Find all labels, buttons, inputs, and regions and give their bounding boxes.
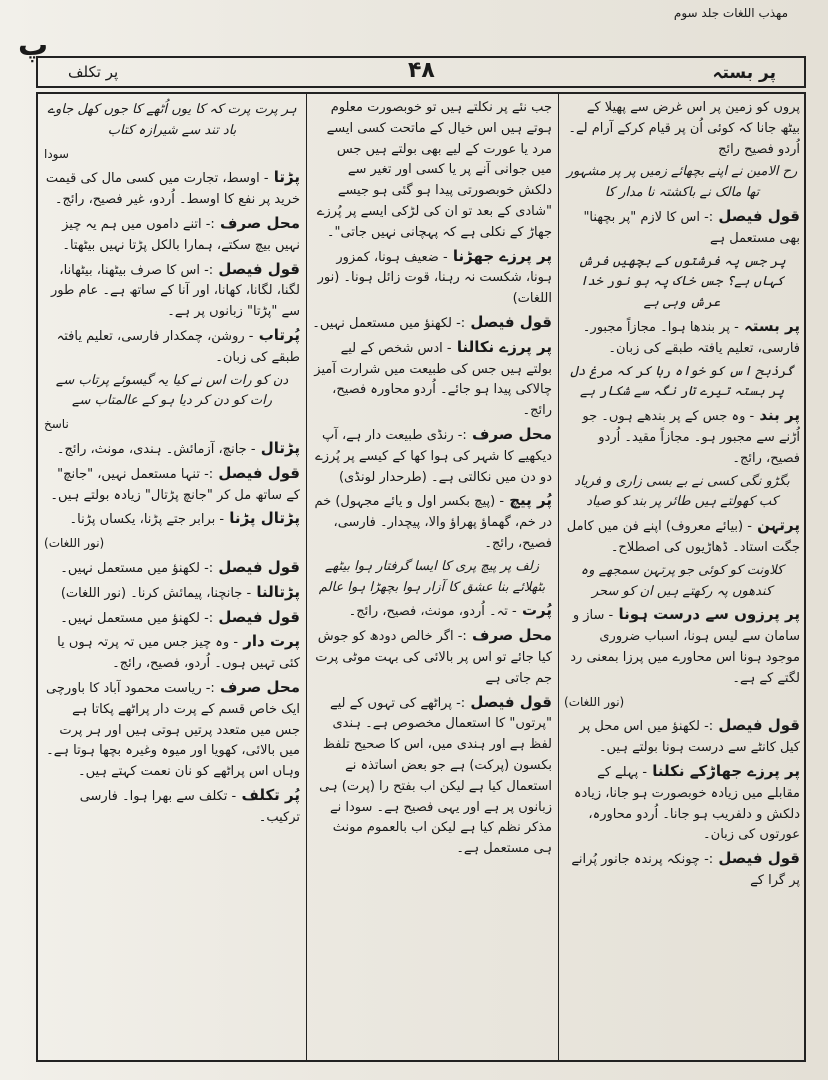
entry-definition: :- اس کا صرف بیٹھنا، بیٹھانا، لگنا، لگانا، کھانا، اور آنا کے ساتھ ہے۔ عام طور سے "پڑتا" زبانوں پر ہے۔ (50, 262, 300, 320)
entry-headword: قول فیصل (713, 849, 800, 868)
entry-headword: قول فیصل (213, 607, 300, 626)
dictionary-entry (564, 316, 800, 360)
dictionary-entry (312, 600, 552, 623)
verse: گرذبح اس کو خواہ رہا کر کہ مرغ دل پر بستہ تیرے تار نگہ سے شکار ہے (570, 363, 794, 400)
entry-headword: محل صرف (214, 677, 300, 696)
dictionary-entry (564, 604, 800, 689)
entry-definition: جب نئے پر نکلتے ہیں تو خوبصورت معلوم ہوتے ہیں اس خیال کے ماتحت کسی ایسے مرد یا عورت کے لیے بھی بولتے ہیں جس میں جوانی آنے پر یا کسی اور تغیر سے دلکش خوبصورتی پیدا ہو گئی ہو جیسے "شادی کے بعد تو ان کی لڑکی ایسے پر پُرزے جھاڑ کے نکلی ہے کہ پہچانی نہیں جاتی"۔ (316, 100, 552, 240)
dictionary-entry (312, 424, 552, 488)
entry-headword: قول فیصل (213, 463, 300, 482)
dictionary-entry (44, 259, 300, 323)
source-citation: ناسخ (44, 417, 69, 432)
dictionary-entry (44, 463, 300, 507)
running-head: مهذب اللغات جلد سوم (673, 6, 788, 20)
column-right (564, 98, 800, 1056)
entry-headword: پڑتال پڑنا (224, 509, 300, 528)
entry-headword: قول فیصل (213, 259, 300, 278)
column-left (44, 98, 300, 1056)
dictionary-entry (564, 761, 800, 846)
entry-definition: - جانچ، آزمائش۔ ہندی، مونث، رائج۔ (56, 441, 256, 457)
entry-definition: :- تنہا مستعمل نہیں، "جانچ" کے ساتھ مل کر "جانچ پڑتال" زیادہ بولتے ہیں۔ (50, 466, 300, 503)
dictionary-entry (312, 337, 552, 422)
entry-headword: پر بستہ (738, 316, 800, 335)
entry-headword: قول فیصل (465, 312, 552, 331)
dictionary-entry (564, 206, 800, 250)
dictionary-entry (564, 515, 800, 559)
dictionary-entry (44, 508, 300, 531)
entry-definition: - روشن، چمکدار فارسی، تعلیم یافتہ طبقے کی زبان۔ (56, 328, 300, 365)
entry-headword: پُر پیچ (504, 491, 552, 510)
header-first-headword: پر بستہ (712, 63, 776, 83)
entry-headword: پُرت (516, 601, 552, 620)
entry-definition: - (بیائے معروف) اپنے فن میں کامل جگت استاد۔ ڈھاڑیوں کی اصطلاح۔ (566, 519, 800, 555)
entry-definition: - تہ۔ اُردو، مونث، فصیح، رائج۔ (348, 604, 517, 620)
source-citation: سودا (44, 146, 69, 161)
dictionary-entry (44, 631, 300, 675)
entry-definition: :- پراٹھے کی تہوں کے لیے "پرتوں" کا استعمال مخصوص ہے۔ ہندی لفظ ہے اور ہندی میں، اس کا صحیح تلفظ بکسون (پرکت) ہے جو بعض اساتذہ نے استعمال کیا ہے لیکن اب بفتح را (پرت) ہی زبانوں پر ہے اور یہی فصیح ہے۔ سودا نے مذکر نظم کیا ہے لیکن اب بالعموم مونث ہی مستعمل ہے۔ (319, 695, 552, 857)
entry-headword: قول فیصل (713, 716, 800, 735)
dictionary-entry (312, 246, 552, 310)
verse: پر جس پہ فرشتوں کے بچھیں فرش کہاں ہے؟ جس خاک پہ ہو نور خدا عرش وہی ہے (578, 253, 786, 311)
entry-definition: - جانچنا، پیمائش کرنا۔ (نور اللغات) (60, 585, 252, 601)
entry-definition: - پر بندھا ہوا۔ مجازاً مجبور۔ فارسی، تعلیم یافتہ طبقے کی زبان۔ (582, 319, 800, 356)
column-rule (306, 94, 307, 1060)
header-last-headword: پر تکلف (68, 63, 119, 81)
entry-headword: محل صرف (214, 213, 300, 232)
header-box (36, 56, 806, 88)
dictionary-entry (564, 848, 800, 892)
source-citation: (نور اللغات) (44, 536, 105, 551)
entry-definition: :- لکھنؤ میں مستعمل نہیں۔ (60, 610, 214, 626)
entry-definition: :- لکھنؤ میں مستعمل نہیں۔ (60, 560, 214, 576)
entry-definition: :- چونکہ پرندہ جانور پُرانے پر گرا کے (571, 852, 800, 888)
dictionary-entry (564, 98, 800, 160)
entry-definition: - وہ جس کے پر بندھے ہوں۔ جو اُڑنے سے مجبور ہو۔ مجازاً مقید۔ اُردو فصیح، رائج۔ (582, 409, 800, 466)
entry-definition: پروں کو زمین پر اس غرض سے پھیلا کے بیٹھ جانا کہ کوئی اُن پر قیام کرکے آرام لے۔ اُردو فصیح رائج (568, 100, 800, 157)
dictionary-entry (312, 98, 552, 244)
entry-definition: :- لکھنؤ میں مستعمل نہیں۔ (312, 315, 466, 331)
entry-headword: قول فیصل (465, 692, 552, 711)
entry-headword: پڑتا (268, 168, 300, 187)
entry-headword: قول فیصل (213, 557, 300, 576)
entry-headword: پرتہن (751, 516, 800, 535)
page-frame (36, 92, 806, 1062)
entry-definition: - اوسط، تجارت میں کسی مال کی قیمت خرید پر نفع کا اوسط۔ اُردو، غیر فصیح، رائج۔ (45, 171, 300, 208)
dictionary-entry (564, 405, 800, 469)
entry-definition: - برابر جتے پڑنا، یکساں پڑنا۔ (69, 512, 225, 528)
entry-definition: :- رنڈی طبیعت دار ہے، آپ دیکھیے کا شہر کی ہوا کھا کے کیسے پر پُرزے دو دن میں نکالتی ہے۔ (طرحدار لونڈی) (315, 427, 552, 485)
source-citation: (نور اللغات) (564, 694, 625, 709)
entry-definition: - (پیچ بکسر اول و یائے مجہول) خم در خم، گھماؤ پھراؤ والا، پیچدار۔ فارسی، فصیح، رائج۔ (314, 494, 552, 551)
entry-headword: پُرتاب (253, 325, 300, 344)
verse: رح الامین نے اپنے بچھائے زمیں پر پر مشہور تھا مالک نے باکشتہ نا مدار کا (566, 164, 798, 201)
dictionary-entry (44, 677, 300, 783)
verse: بگڑو نگی کسی نے بے بسی زاری و فریاد کب کھولتے ہیں طائر پر بند کو صیاد (574, 473, 790, 510)
verse: زلف پر پیچ پری کا ایسا گرفتار ہوا بیٹھے بٹھلائے بنا عشق کا آزار ہوا بچھڑا ہوا عالم (318, 558, 546, 595)
entry-headword: پر پرزے جھاڑکے نکلنا (647, 761, 800, 780)
entry-definition: :- لکھنؤ میں اس محل پر کیل کانٹے سے درست ہونا بولتے ہیں۔ (579, 719, 800, 756)
entry-definition: - تکلف سے بھرا ہوا۔ فارسی ترکیب۔ (79, 788, 300, 825)
page-number: ۴۸ (408, 58, 435, 83)
entry-definition: :- اس کا لازم "پر بچھنا" بھی مستعمل ہے (583, 209, 800, 246)
entry-definition: - ساز و سامان سے لیس ہونا، اسباب ضروری موجود ہونا اس محاورے میں پرزا بمعنی رد لگتے کے ہے۔ (570, 608, 800, 686)
dictionary-entry (312, 312, 552, 335)
page-letter: پ (18, 28, 49, 63)
verse: کلاونت کو کوئی جو پرتہن سمجھے وہ کندھوں پہ رکھتے ہیں ان کو سحر (580, 562, 784, 599)
entry-headword: پر پرزوں سے درست ہونا (613, 605, 800, 624)
entry-definition: - وہ چیز جس میں تہ پرتہ ہوں یا کئی تہیں ہوں۔ اُردو، فصیح، رائج۔ (57, 635, 300, 672)
entry-headword: پر بند (754, 406, 800, 425)
entry-definition: - پہلے کے مقابلے میں زیادہ خوبصورت ہو جانا، زیادہ دلکش و دلفریب ہو جانا۔ اُردو محاورہ، عورتوں کی زبان۔ (573, 764, 800, 843)
dictionary-entry (44, 438, 300, 461)
entry-definition: - ادس شخص کے لیے بولتے ہیں جس کی طبیعت میں شرارت آمیز چالاکی پیدا ہو جائے۔ اُردو محاورہ فصیح، رائج۔ (314, 340, 552, 419)
dictionary-entry (44, 325, 300, 369)
dictionary-entry (44, 582, 300, 605)
verse: ہر پرت پرت کہ کا یوں اُٹھے کا جوں کھل جاوے باد تند سے شیرازہ کتاب (47, 102, 297, 138)
entry-headword: محل صرف (466, 626, 552, 645)
dictionary-entry (44, 557, 300, 580)
entry-headword: پُر تکلف (236, 785, 300, 804)
dictionary-entry (44, 167, 300, 211)
entry-headword: پرت دار (238, 632, 300, 651)
entry-definition: :- اتنے داموں میں ہم یہ چیز نہیں بیچ سکتے، ہمارا بالکل پڑتا نہیں بیٹھتا۔ (62, 216, 300, 253)
entry-definition: :- ریاست محمود آباد کا باورچی ایک خاص قسم کے پرت دار پراٹھے پکاتا ہے جس میں متعدد پرتیں ہوتی ہیں اور ہر پرت میں بالائی، کھویا اور میوہ وغیرہ بچھا ہوتا ہے۔ وہاں اس پراٹھے کو نان نعمت کہتے ہیں۔ (46, 680, 300, 780)
column-rule (558, 94, 559, 1060)
dictionary-entry (44, 607, 300, 630)
entry-headword: پڑتال (255, 438, 300, 457)
entry-headword: پر پرزے جھڑنا (447, 246, 552, 265)
verse: دن کو رات اس نے کیا یہ گیسوئے پرتاب سے رات کو دن کر دیا ہو کے عالمتاب سے (55, 372, 289, 409)
dictionary-entry (312, 490, 552, 554)
entry-definition: :- اگر خالص دودھ کو جوش کیا جائے تو اس پر بالائی کی بہت موٹی پرت جم جاتی ہے (315, 629, 552, 686)
entry-headword: پر پرزے نکالنا (451, 337, 552, 356)
dictionary-entry (312, 625, 552, 689)
dictionary-entry (44, 785, 300, 829)
dictionary-entry (312, 692, 552, 860)
dictionary-entry (564, 715, 800, 759)
dictionary-entry (44, 213, 300, 257)
entry-definition: - ضعیف ہونا، کمزور ہونا، شکست نہ رہنا، قوت زائل ہونا۔ (نور اللغات) (317, 249, 552, 307)
entry-headword: محل صرف (466, 424, 552, 443)
entry-headword: پڑتالنا (251, 582, 300, 601)
column-middle (312, 98, 552, 1056)
entry-headword: قول فیصل (713, 206, 800, 225)
